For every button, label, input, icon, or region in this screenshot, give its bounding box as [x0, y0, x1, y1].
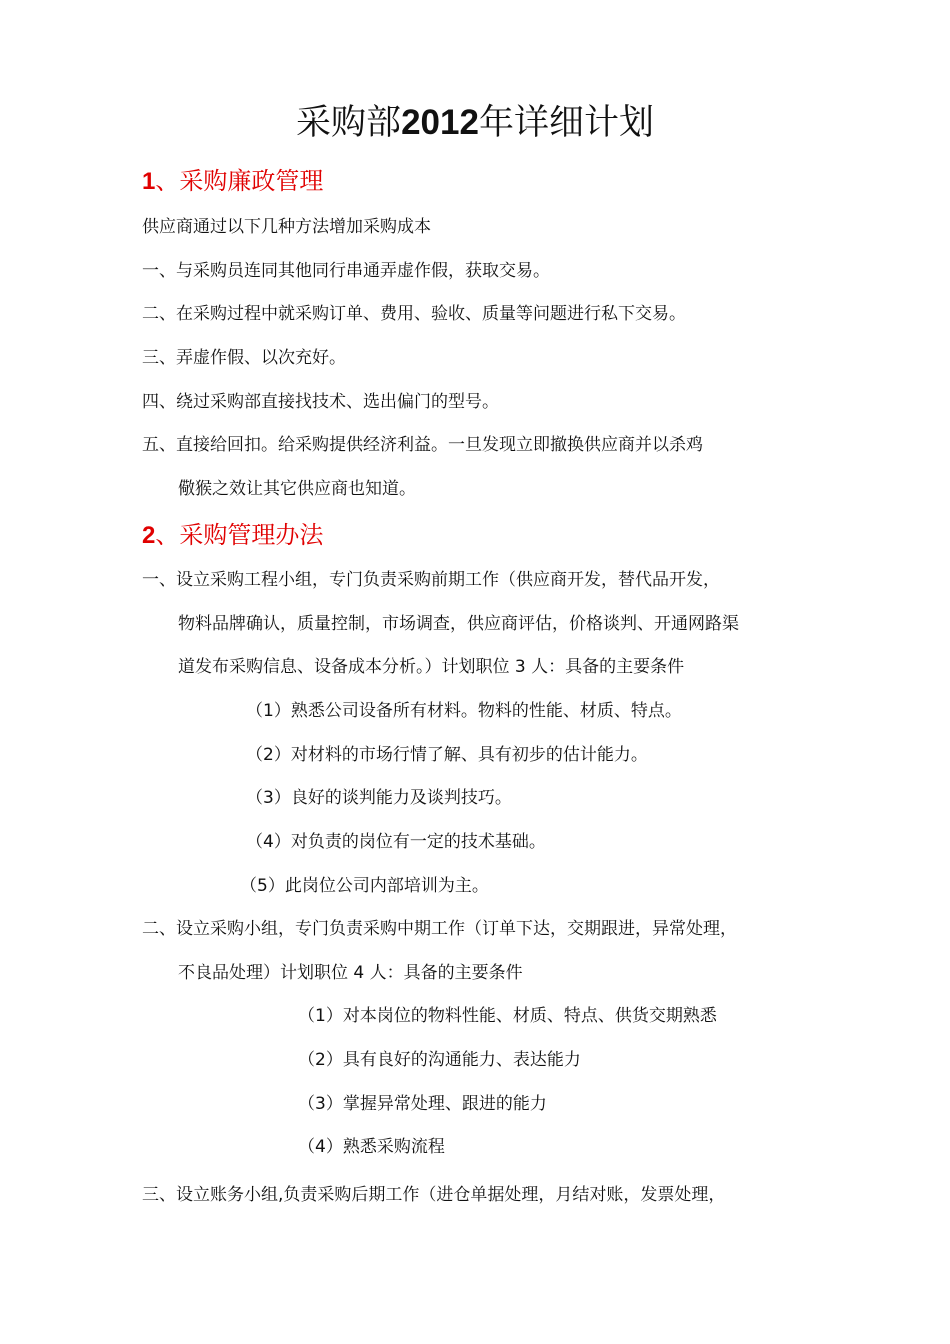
group-1-condition: （4）对负责的岗位有一定的技术基础。: [246, 832, 546, 852]
group-2-line: 二、设立采购小组，专门负责采购中期工作（订单下达，交期跟进，异常处理，: [142, 919, 737, 939]
group-3-line: 三、设立账务小组,负责采购后期工作（进仓单据处理，月结对账，发票处理，: [142, 1185, 726, 1205]
group-1-condition: （3）良好的谈判能力及谈判技巧。: [246, 788, 512, 808]
section-2-heading: [142, 517, 323, 554]
title-suffix: 年详细计划: [478, 103, 654, 143]
group-1-condition: （1）熟悉公司设备所有材料。物料的性能、材质、特点。: [246, 701, 682, 721]
group-2-line: 不良品处理）计划职位 4 人：具备的主要条件: [178, 963, 523, 983]
group-1-line: 一、设立采购工程小组，专门负责采购前期工作（供应商开发，替代品开发，: [142, 570, 720, 590]
section-1-item: 五、直接给回扣。给采购提供经济利益。一旦发现立即撤换供应商并以杀鸡: [142, 435, 703, 455]
page-title: [0, 96, 950, 150]
title-year: 2012: [401, 103, 479, 142]
group-2-condition: （1）对本岗位的物料性能、材质、特点、供货交期熟悉: [298, 1006, 717, 1026]
group-1-condition: （5）此岗位公司内部培训为主。: [240, 876, 489, 896]
section-1-number: 1: [142, 168, 156, 195]
section-1-heading: [142, 163, 323, 200]
group-2-condition: （2）具有良好的沟通能力、表达能力: [298, 1050, 581, 1070]
section-1-item-continuation: 儆猴之效让其它供应商也知道。: [178, 479, 416, 499]
group-2-condition: （3）掌握异常处理、跟进的能力: [298, 1094, 547, 1114]
group-1-line: 道发布采购信息、设备成本分析。）计划职位 3 人：具备的主要条件: [178, 657, 685, 677]
section-1-item: 四、绕过采购部直接找技术、选出偏门的型号。: [142, 392, 499, 412]
section-1-item: 二、在采购过程中就采购订单、费用、验收、质量等问题进行私下交易。: [142, 304, 686, 324]
section-1-title: 、采购廉政管理: [155, 167, 324, 195]
group-1-condition: （2）对材料的市场行情了解、具有初步的估计能力。: [246, 745, 648, 765]
section-1-item: 一、与采购员连同其他同行串通弄虚作假，获取交易。: [142, 261, 550, 281]
section-1-item: 三、弄虚作假、以次充好。: [142, 348, 346, 368]
section-2-number: 2: [142, 522, 156, 549]
section-2-title: 、采购管理办法: [155, 521, 324, 549]
group-2-condition: （4）熟悉采购流程: [298, 1137, 445, 1157]
group-1-line: 物料品牌确认，质量控制，市场调查，供应商评估，价格谈判、开通网路渠: [178, 614, 739, 634]
section-1-intro: 供应商通过以下几种方法增加采购成本: [142, 217, 431, 237]
title-prefix: 采购部: [296, 103, 402, 143]
